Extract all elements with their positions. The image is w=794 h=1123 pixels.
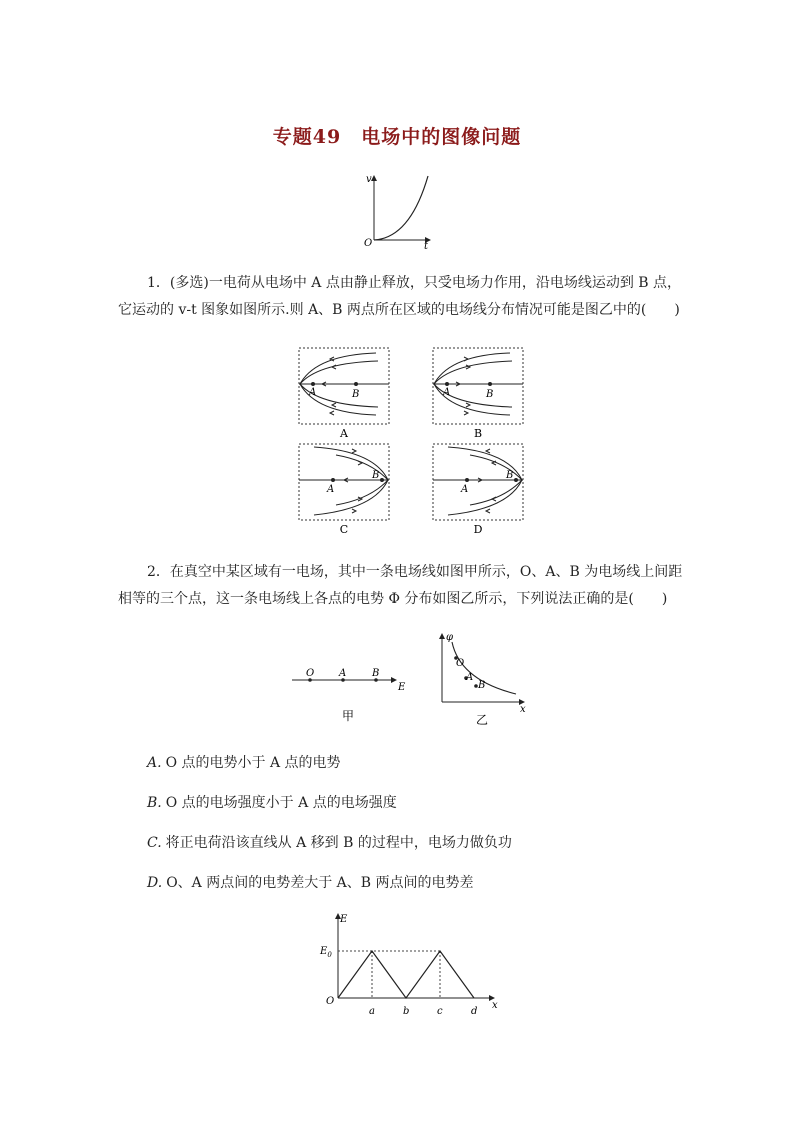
svg-text:B: B (478, 680, 486, 691)
svg-text:A: A (443, 387, 451, 398)
svg-text:φ: φ (446, 632, 454, 643)
option-c[interactable]: C. 将正电荷沿该直线从 A 移到 B 的过程中，电场力做负功 (147, 835, 512, 851)
fig-jia (288, 664, 418, 724)
svg-text:A: A (466, 672, 474, 683)
svg-text:x: x (520, 704, 526, 715)
svg-text:O: O (306, 668, 315, 679)
svg-text:B: B (352, 389, 360, 400)
svg-text:d: d (471, 1006, 478, 1017)
q1-line1: 1．(多选)一电荷从电场中 A 点由静止释放，只受电场力作用，沿电场线运动到 B 点， (147, 275, 682, 291)
option-b[interactable]: B. O 点的电场强度小于 A 点的电场强度 (147, 795, 397, 811)
panel-d-caption: D (473, 523, 483, 536)
svg-text:b: b (403, 1006, 410, 1017)
panel-a-caption: A (340, 427, 348, 440)
q2-line2: 相等的三个点，这一条电场线上各点的电势 Φ 分布如图乙所示，下列说法正确的是( ) (118, 591, 668, 607)
svg-text:E: E (340, 914, 348, 925)
svg-text:A: A (461, 484, 469, 495)
svg-text:c: c (437, 1006, 443, 1017)
vt-curve (374, 176, 428, 240)
vt-origin-label: O (364, 238, 373, 249)
ex-graph (312, 908, 508, 1020)
svg-text:E0: $E_0$ (320, 946, 332, 959)
ex-triangle-wave (338, 951, 474, 998)
svg-text:A: A (327, 484, 335, 495)
svg-text:B: B (372, 470, 380, 481)
q2-line1: 2．在真空中某区域有一电场，其中一条电场线如图甲所示，O、A、B 为电场线上间距 (147, 564, 683, 580)
field-panel-a (299, 348, 389, 440)
field-line-options (296, 345, 528, 541)
q1-line2: 它运动的 v-t 图象如图所示.则 A、B 两点所在区域的电场线分布情况可能是图乙中的( ) (118, 302, 680, 318)
field-panel-b (433, 348, 523, 440)
svg-text:A: A (309, 387, 317, 398)
vt-y-label: v (366, 174, 372, 185)
page-title: 专题49 电场中的图像问题 (272, 126, 522, 148)
field-panel-c (299, 444, 389, 536)
fig-jia-caption: 甲 (341, 709, 355, 723)
fig-yi-caption: 乙 (475, 713, 489, 727)
svg-text:a: a (369, 1006, 375, 1017)
field-panel-d (433, 444, 523, 536)
vt-x-label: t (424, 241, 429, 250)
svg-text:B: B (372, 668, 380, 679)
option-d[interactable]: D. O、A 两点间的电势差大于 A、B 两点间的电势差 (147, 875, 474, 891)
panel-b-caption: B (473, 427, 483, 440)
svg-text:O: O (326, 996, 335, 1007)
svg-text:B: B (486, 389, 494, 400)
fig-yi (432, 628, 532, 730)
option-a[interactable]: A. O 点的电势小于 A 点的电势 (147, 755, 341, 771)
svg-text:E: E (398, 682, 406, 693)
svg-text:B: B (506, 470, 514, 481)
svg-text:A: A (339, 668, 347, 679)
panel-c-caption: C (339, 523, 349, 536)
svg-text:O: O (456, 658, 465, 669)
svg-text:x: x (492, 1000, 498, 1011)
vt-graph (358, 170, 438, 250)
